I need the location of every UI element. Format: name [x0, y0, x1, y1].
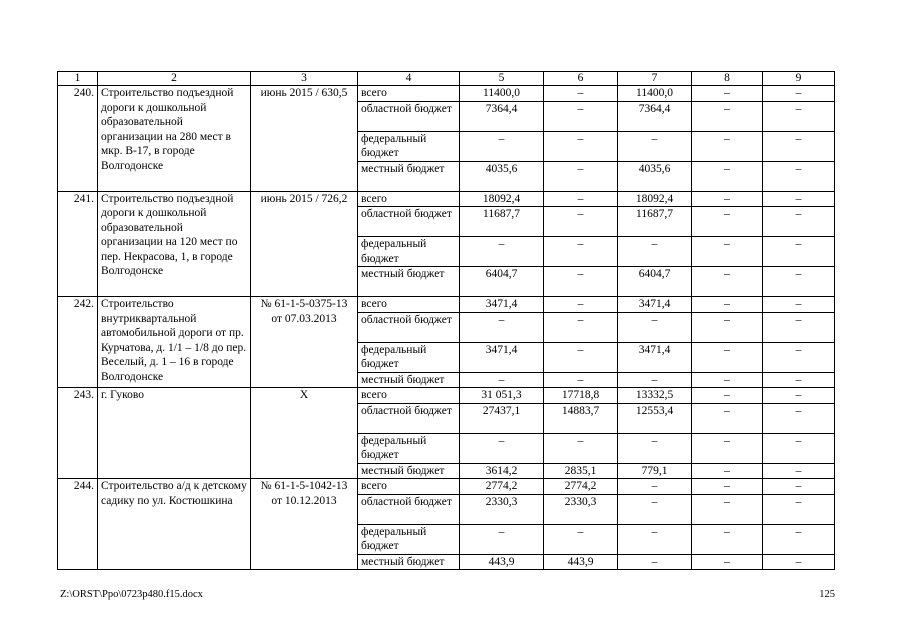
value-cell: –: [618, 479, 692, 495]
funding-source: федеральный бюджет: [358, 342, 460, 372]
value-cell: –: [544, 191, 618, 207]
value-cell: 27437,1: [460, 403, 544, 433]
value-cell: 6404,7: [460, 267, 544, 297]
value-cell: –: [692, 237, 763, 267]
funding-source: федеральный бюджет: [358, 524, 460, 554]
value-cell: –: [692, 403, 763, 433]
value-cell: –: [692, 433, 763, 463]
value-cell: –: [460, 237, 544, 267]
value-cell: 2835,1: [544, 463, 618, 479]
table-row: [58, 191, 835, 207]
funding-source: областной бюджет: [358, 494, 460, 524]
value-cell: 3471,4: [618, 297, 692, 313]
value-cell: 18092,4: [618, 191, 692, 207]
object-name: Строительство подъездной дороги к дошкольной образовательной организации на 280 мест в мкр. В-17, в городе Волгодонске: [98, 86, 251, 192]
value-cell: 11400,0: [618, 86, 692, 102]
value-cell: –: [618, 312, 692, 342]
column-header: 5: [460, 72, 544, 86]
column-header: 3: [251, 72, 358, 86]
value-cell: –: [544, 267, 618, 297]
budget-table: [57, 71, 835, 570]
column-header: 7: [618, 72, 692, 86]
funding-source: областной бюджет: [358, 207, 460, 237]
value-cell: –: [618, 372, 692, 388]
value-cell: –: [544, 101, 618, 131]
value-cell: –: [692, 131, 763, 161]
table-row: [58, 86, 835, 102]
value-cell: –: [692, 86, 763, 102]
table-row: [58, 297, 835, 313]
value-cell: –: [544, 342, 618, 372]
value-cell: –: [692, 312, 763, 342]
footer-file-path: Z:\ORST\Ppo\0723p480.f15.docx: [60, 589, 203, 600]
value-cell: 3471,4: [460, 297, 544, 313]
funding-source: местный бюджет: [358, 463, 460, 479]
column-header: 2: [98, 72, 251, 86]
value-cell: –: [763, 524, 835, 554]
value-cell: 443,9: [544, 554, 618, 570]
value-cell: –: [763, 267, 835, 297]
value-cell: –: [692, 388, 763, 404]
value-cell: –: [460, 131, 544, 161]
value-cell: 4035,6: [618, 161, 692, 191]
value-cell: –: [544, 86, 618, 102]
funding-source: областной бюджет: [358, 403, 460, 433]
column-header: 1: [58, 72, 98, 86]
value-cell: –: [618, 131, 692, 161]
value-cell: 7364,4: [618, 101, 692, 131]
value-cell: 11687,7: [460, 207, 544, 237]
value-cell: 3471,4: [460, 342, 544, 372]
value-cell: –: [692, 342, 763, 372]
value-cell: 11687,7: [618, 207, 692, 237]
value-cell: –: [763, 312, 835, 342]
value-cell: 2330,3: [460, 494, 544, 524]
value-cell: –: [692, 554, 763, 570]
value-cell: –: [692, 191, 763, 207]
value-cell: –: [544, 297, 618, 313]
row-number: 243.: [58, 388, 98, 479]
funding-source: всего: [358, 86, 460, 102]
value-cell: –: [544, 207, 618, 237]
row-number: 241.: [58, 191, 98, 297]
value-cell: –: [763, 554, 835, 570]
value-cell: 7364,4: [460, 101, 544, 131]
value-cell: –: [460, 433, 544, 463]
value-cell: –: [544, 161, 618, 191]
value-cell: –: [763, 403, 835, 433]
value-cell: –: [692, 101, 763, 131]
value-cell: 12553,4: [618, 403, 692, 433]
value-cell: –: [763, 86, 835, 102]
value-cell: 443,9: [460, 554, 544, 570]
value-cell: –: [763, 131, 835, 161]
value-cell: –: [544, 524, 618, 554]
value-cell: –: [692, 463, 763, 479]
object-name: Строительство внутриквартальной автомобильной дороги от пр. Курчатова, д. 1/1 – 1/8 до пер. Веселый, д. 1 – 16 в городе Волгодонске: [98, 297, 251, 388]
document-info: Х: [251, 388, 358, 479]
value-cell: 4035,6: [460, 161, 544, 191]
value-cell: 17718,8: [544, 388, 618, 404]
value-cell: 2330,3: [544, 494, 618, 524]
document-info: июнь 2015 / 726,2: [251, 191, 358, 297]
value-cell: –: [692, 207, 763, 237]
value-cell: –: [618, 554, 692, 570]
value-cell: –: [692, 161, 763, 191]
column-header: 9: [763, 72, 835, 86]
value-cell: –: [692, 297, 763, 313]
value-cell: 3614,2: [460, 463, 544, 479]
value-cell: –: [763, 433, 835, 463]
funding-source: местный бюджет: [358, 554, 460, 570]
funding-source: всего: [358, 479, 460, 495]
value-cell: –: [763, 463, 835, 479]
value-cell: 31 051,3: [460, 388, 544, 404]
value-cell: –: [460, 524, 544, 554]
value-cell: 779,1: [618, 463, 692, 479]
value-cell: –: [460, 372, 544, 388]
value-cell: –: [763, 372, 835, 388]
funding-source: областной бюджет: [358, 101, 460, 131]
value-cell: –: [692, 372, 763, 388]
value-cell: 2774,2: [460, 479, 544, 495]
value-cell: 18092,4: [460, 191, 544, 207]
value-cell: –: [618, 237, 692, 267]
value-cell: 14883,7: [544, 403, 618, 433]
column-header: 6: [544, 72, 618, 86]
funding-source: областной бюджет: [358, 312, 460, 342]
value-cell: –: [763, 207, 835, 237]
value-cell: 11400,0: [460, 86, 544, 102]
value-cell: –: [544, 237, 618, 267]
table-row: [58, 479, 835, 495]
funding-source: местный бюджет: [358, 161, 460, 191]
funding-source: всего: [358, 191, 460, 207]
value-cell: –: [618, 433, 692, 463]
value-cell: 2774,2: [544, 479, 618, 495]
column-header: 8: [692, 72, 763, 86]
value-cell: –: [763, 161, 835, 191]
value-cell: –: [692, 494, 763, 524]
funding-source: всего: [358, 388, 460, 404]
footer-page-number: 125: [819, 589, 835, 600]
value-cell: –: [618, 524, 692, 554]
value-cell: –: [692, 267, 763, 297]
object-name: Строительство а/д к детскому садику по ул. Костюшкина: [98, 479, 251, 570]
funding-source: местный бюджет: [358, 267, 460, 297]
value-cell: –: [692, 524, 763, 554]
value-cell: –: [544, 312, 618, 342]
value-cell: –: [544, 372, 618, 388]
value-cell: –: [763, 494, 835, 524]
object-name: г. Гуково: [98, 388, 251, 479]
value-cell: –: [763, 479, 835, 495]
value-cell: –: [544, 433, 618, 463]
funding-source: федеральный бюджет: [358, 131, 460, 161]
value-cell: –: [763, 297, 835, 313]
funding-source: федеральный бюджет: [358, 237, 460, 267]
value-cell: –: [763, 191, 835, 207]
value-cell: –: [460, 312, 544, 342]
column-header: 4: [358, 72, 460, 86]
value-cell: –: [763, 342, 835, 372]
document-info: июнь 2015 / 630,5: [251, 86, 358, 192]
value-cell: –: [763, 388, 835, 404]
funding-source: федеральный бюджет: [358, 433, 460, 463]
funding-source: всего: [358, 297, 460, 313]
document-info: № 61-1-5-0375-13 от 07.03.2013: [251, 297, 358, 388]
document-info: № 61-1-5-1042-13 от 10.12.2013: [251, 479, 358, 570]
row-number: 240.: [58, 86, 98, 192]
value-cell: 13332,5: [618, 388, 692, 404]
value-cell: 6404,7: [618, 267, 692, 297]
header-row: [58, 72, 835, 86]
row-number: 242.: [58, 297, 98, 388]
value-cell: –: [618, 494, 692, 524]
value-cell: 3471,4: [618, 342, 692, 372]
value-cell: –: [763, 101, 835, 131]
object-name: Строительство подъездной дороги к дошкольной образовательной организации на 120 мест по пер. Некрасова, 1, в городе Волгодонске: [98, 191, 251, 297]
funding-source: местный бюджет: [358, 372, 460, 388]
value-cell: –: [544, 131, 618, 161]
row-number: 244.: [58, 479, 98, 570]
value-cell: –: [692, 479, 763, 495]
table-row: [58, 388, 835, 404]
value-cell: –: [763, 237, 835, 267]
